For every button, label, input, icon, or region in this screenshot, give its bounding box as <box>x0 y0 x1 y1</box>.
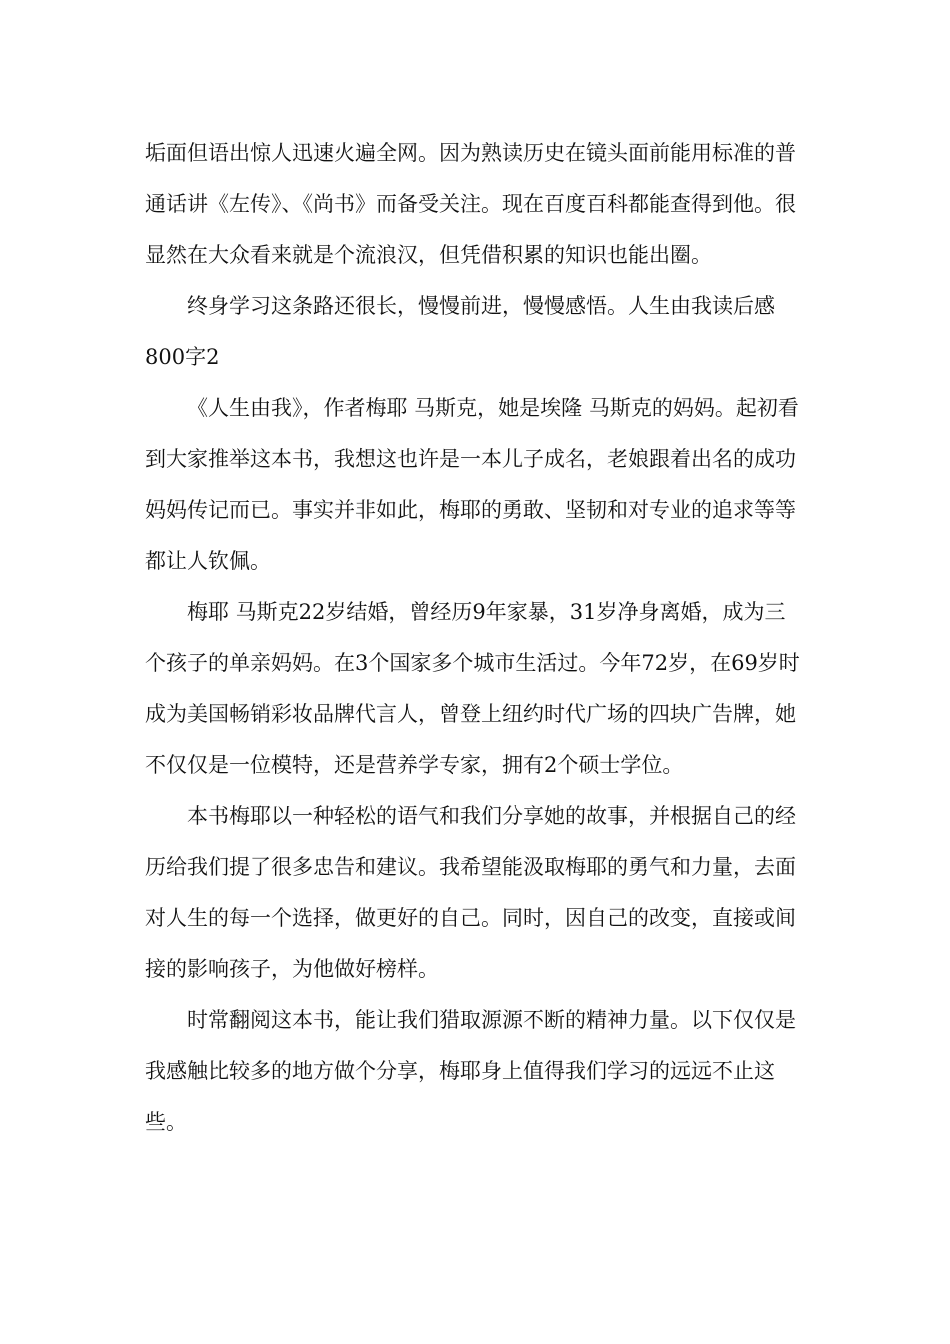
paragraph-4: 梅耶 马斯克22岁结婚，曾经历9年家暴，31岁净身离婚，成为三个孩子的单亲妈妈。在3个国家多个城市生活过。今年72岁，在69岁时成为美国畅销彩妆品牌代言人，曾登上纽约时代广场的四块广告牌，她不仅仅是一位模特，还是营养学专家，拥有2个硕士学位。 <box>145 600 800 777</box>
paragraph-1: 垢面但语出惊人迅速火遍全网。因为熟读历史在镜头面前能用标准的普通话讲《左传》、《尚书》而备受关注。现在百度百科都能查得到他。很显然在大众看来就是个流浪汉，但凭借积累的知识也能出圈。 <box>145 141 796 267</box>
paragraph-6: 时常翻阅这本书，能让我们猎取源源不断的精神力量。以下仅仅是我感触比较多的地方做个分享，梅耶身上值得我们学习的远远不止这些。 <box>145 1008 796 1134</box>
paragraph-5: 本书梅耶以一种轻松的语气和我们分享她的故事，并根据自己的经历给我们提了很多忠告和建议。我希望能汲取梅耶的勇气和力量，去面对人生的每一个选择，做更好的自己。同时，因自己的改变，直接或间接的影响孩子，为他做好榜样。 <box>145 804 796 981</box>
paragraph-2: 终身学习这条路还很长，慢慢前进，慢慢感悟。人生由我读后感800字2 <box>145 294 775 369</box>
document-body <box>145 128 805 1148</box>
paragraph-3: 《人生由我》，作者梅耶 马斯克，她是埃隆 马斯克的妈妈。起初看到大家推举这本书，我想这也许是一本儿子成名，老娘跟着出名的成功妈妈传记而已。事实并非如此，梅耶的勇敢、坚韧和对专业的追求等等都让人钦佩。 <box>145 396 799 573</box>
